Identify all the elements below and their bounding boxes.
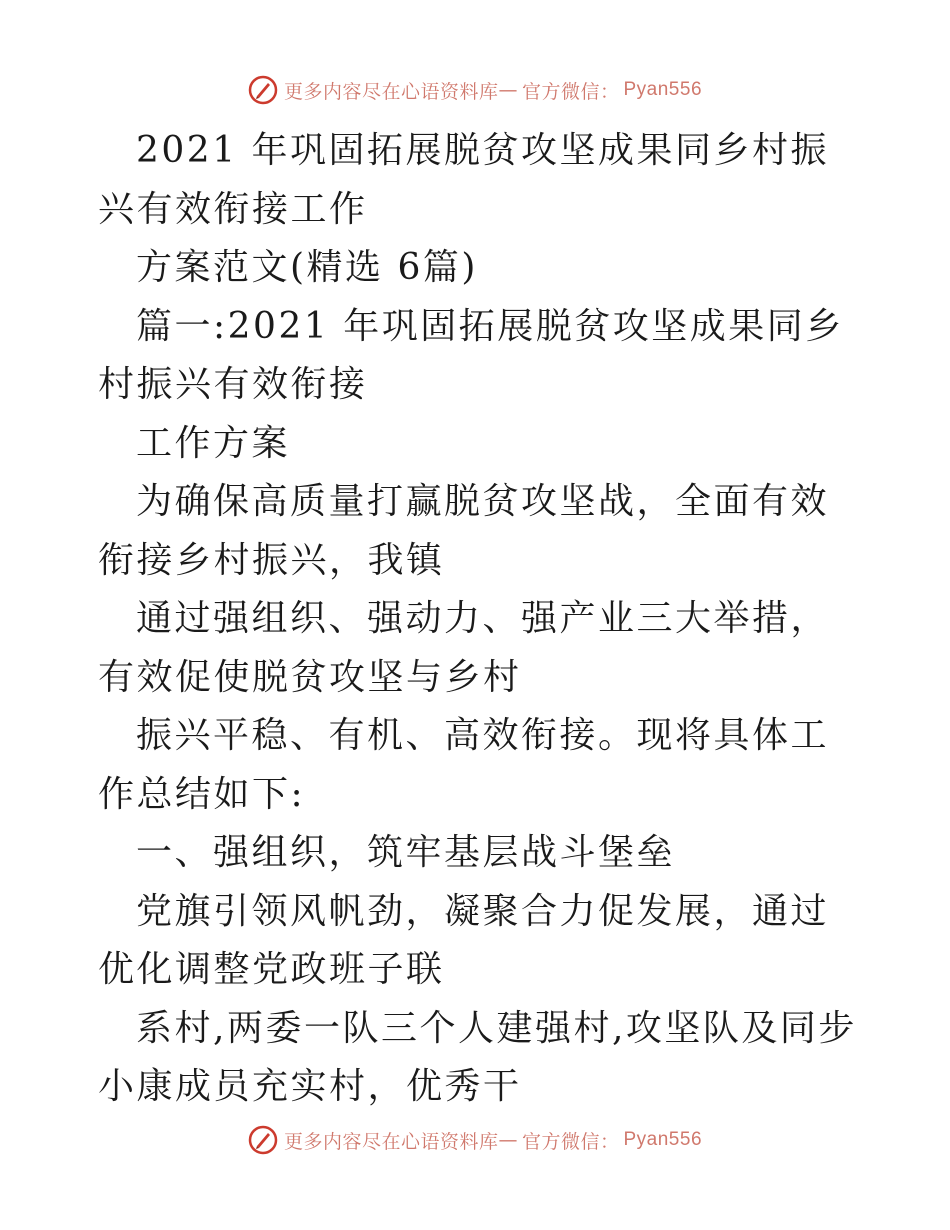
body-paragraph: 振兴平稳、有机、高效衔接。现将具体工作总结如下: [98, 715, 830, 815]
document-body [98, 122, 858, 1117]
document-subtitle-line: 方案范文(精选 6篇) [136, 247, 478, 288]
watermark-wechat-label: 官方微信： [521, 80, 620, 103]
subsection-heading: 一、强组织，筑牢基层战斗堡垒 [136, 832, 676, 873]
watermark-wechat-label: 官方微信： [521, 1130, 620, 1153]
watermark-site-text: 更多内容尽在心语资料库 [283, 1130, 499, 1153]
watermark-wechat-id: Pyan556 [623, 1129, 703, 1150]
watermark-wechat-id: Pyan556 [623, 79, 703, 100]
footer-watermark [0, 1120, 950, 1160]
watermark-dash: — [498, 79, 518, 101]
body-paragraph: 党旗引领风帆劲，凝聚合力促发展，通过优化调整党政班子联 [98, 890, 830, 990]
header-watermark [0, 70, 950, 110]
quill-logo-icon [248, 1125, 278, 1155]
quill-logo-icon [248, 75, 278, 105]
document-title-line: 2021 年巩固拓展脱贫攻坚成果同乡村振兴有效衔接工作 [98, 130, 830, 230]
section-heading-continued: 工作方案 [136, 422, 291, 464]
watermark-dash: — [498, 1129, 518, 1151]
body-paragraph: 为确保高质量打赢脱贫攻坚战，全面有效衔接乡村振兴，我镇 [98, 481, 830, 581]
body-paragraph: 系村,两委一队三个人建强村,攻坚队及同步小康成员充实村，优秀干 [98, 1007, 857, 1107]
body-paragraph: 通过强组织、强动力、强产业三大举措，有效促使脱贫攻坚与乡村 [98, 598, 830, 698]
section-heading: 篇一:2021 年巩固拓展脱贫攻坚成果同乡村振兴有效衔接 [98, 305, 844, 405]
watermark-site-text: 更多内容尽在心语资料库 [283, 80, 499, 103]
